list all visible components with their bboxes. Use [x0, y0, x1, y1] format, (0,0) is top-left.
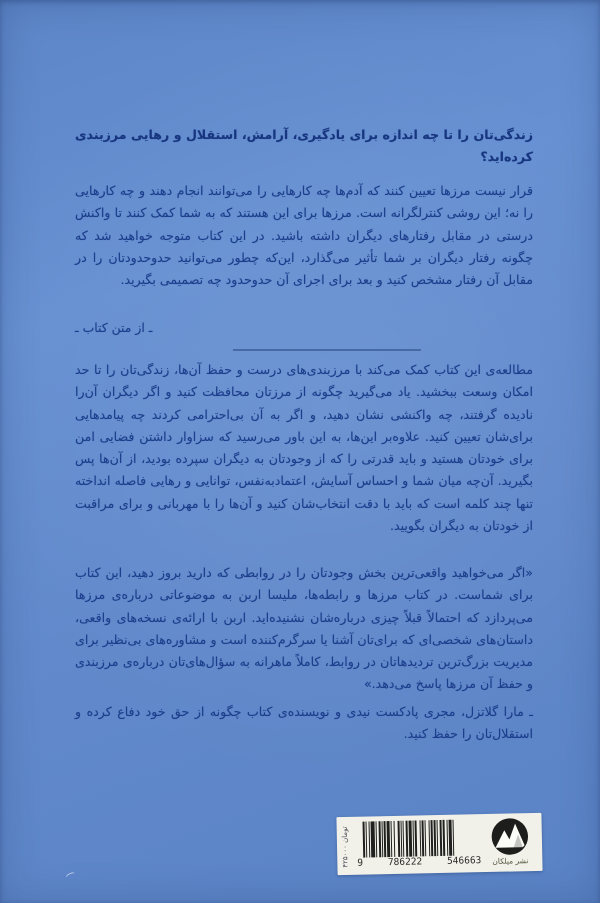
barcode-group1: 786222 [387, 856, 423, 869]
price-label: ۴۲۵۰۰۰ تومان [340, 826, 350, 868]
mountain-logo-icon [489, 816, 530, 857]
back-cover-question: زندگی‌تان را تا چه اندازه برای یادگیری، آرامش، استقلال و رهایی مرزبندی کرده‌اید؟ [75, 127, 533, 165]
endorsement-quote: «اگر می‌خواهید واقعی‌ترین بخش وجودتان را در روابطی که دارید بروز دهید، این کتاب برای شماست. در کتاب مرزها و رابطه‌ها، ملیسا اربن به موضوعاتی درباره‌ی مرزها می‌پردازد که احتمالاً قبلاً چیزی درباره‌شان نشنیده‌اید. اربن با ارائه‌ی نسخه‌های واقعی، داستان‌های شخصی‌ای که برای‌تان آشنا یا سرگرم‌کننده است و مشاوره‌های بی‌نظیر برای مدیریت بزرگ‌ترین تردیدهاتان در روابط، کاملاً ماهرانه به سؤال‌های‌تان درباره‌ی مرزبندی و حفظ آن مرزها پاسخ می‌دهد.» [75, 565, 533, 692]
back-cover-paragraph-2: مطالعه‌ی این کتاب کمک می‌کند با مرزبندی‌های درست و حفظ آن‌ها، زندگی‌تان را تا حد امکان وسعت ببخشید. یاد می‌گیرید چگونه از مرزتان محافظت کنید و اگر دیگران آن‌را نادیده گرفتند، چه واکنشی نشان دهید، و اگر به آن بی‌احترامی کردند چه پیامدهایی برای‌شان تعیین کنید. علاوه‌بر این‌ها، به این باور می‌رسید که سزاوار داشتن فضایی امن برای خودتان هستید و باید قدرتی را که از وجودتان به دیگران سپرده بودید، از آن‌ها پس بگیرید. آن‌چه میان شما و احساس آسایش، اعتمادبه‌نفس، توانایی و رهایی فاصله انداخته تنها چند کلمه است که باید با دقت انتخاب‌شان کنید و آن‌ها را با مهربانی و برای مراقبت از خودتان به دیگران بگویید. [75, 362, 533, 534]
barcode-panel [336, 813, 542, 875]
barcode-bars [355, 819, 484, 858]
back-cover-paragraph-1: قرار نیست مرزها تعیین کنند که آدم‌ها چه کارهایی را می‌توانند انجام دهند و چه کارهایی را نه؛ این روشی کنترلگرانه است. مرزها برای این هستند که به شما کمک کنند تا واکنش درستی در مقابل رفتارهای دیگران داشته باشید. در این کتاب متوجه خواهید شد که چگونه رفتار دیگران بر شما تأثیر می‌گذارد، این‌که چطور می‌توانید حدوحدودتان را در مقابل آن رفتار مشخص کنید و بعد برای اجرای آن حدوحدود چه تصمیمی بگیرید. [75, 183, 533, 288]
source-note: ـ از متن کتاب ـ [75, 320, 153, 335]
quote-attribution: ـ مارا گلاتزل، مجری پادکست نیدی و نویسنده‌ی کتاب چگونه از حق خود دفاع کرده و استقلال‌تان را حفظ کنید. [75, 704, 533, 742]
publisher-logo-block [483, 816, 536, 866]
barcode [355, 819, 484, 870]
barcode-prefix: 9 [357, 857, 364, 869]
scratch-mark [65, 871, 77, 882]
barcode-group2: 546663 [446, 855, 482, 867]
barcode-digits [355, 855, 483, 869]
publisher-name: نشر میلکان [492, 856, 529, 866]
divider-line [233, 349, 421, 351]
